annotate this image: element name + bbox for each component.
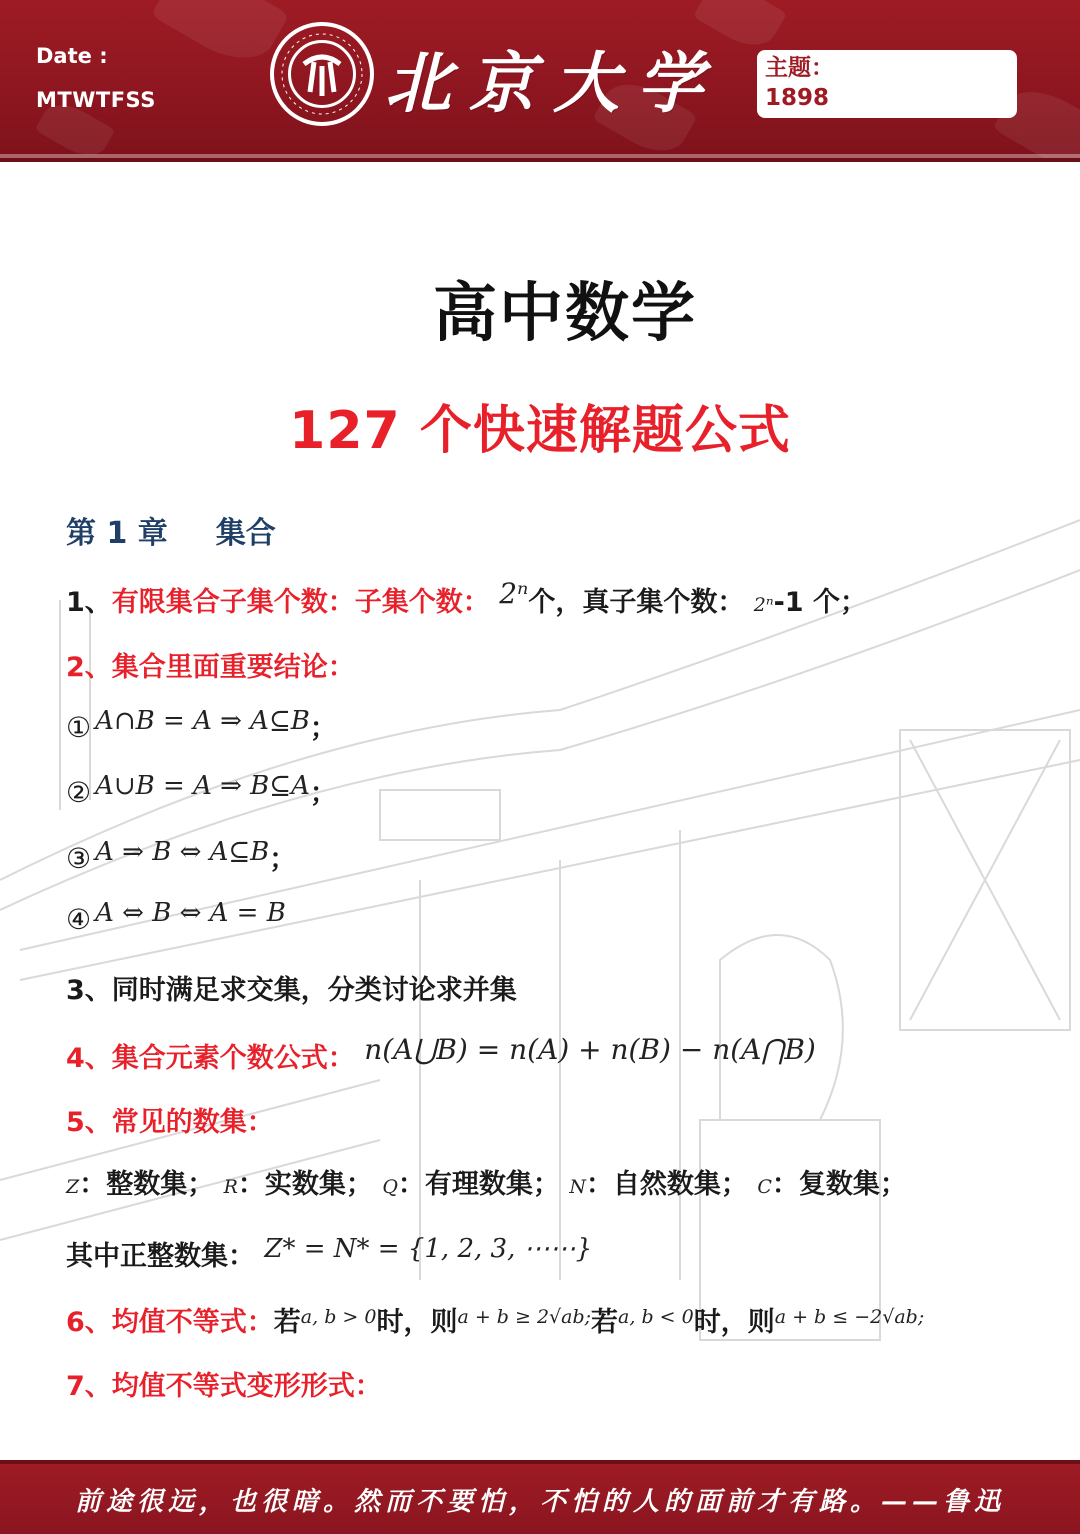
item-1-text-1: 个，真子集个数：: [528, 587, 745, 618]
item-4-formula: n(A⋃B) = n(A) + n(B) − n(A⋂B): [364, 1033, 816, 1066]
set-symbol-reals: R: [223, 1176, 238, 1198]
positive-integers-expr: Z* = N* = {1, 2, 3, ⋯⋯}: [264, 1234, 593, 1264]
item-5-label: 5、常见的数集：: [66, 1107, 274, 1138]
item-1: [66, 577, 867, 619]
item-6-label: 6、均值不等式：: [66, 1307, 274, 1338]
conclusion-4-expr: A ⇔ B ⇔ A = B: [95, 898, 286, 928]
positive-integers-line: [66, 1234, 592, 1273]
footer-banner: [0, 1460, 1080, 1534]
conclusion-1-end: ；: [309, 713, 337, 744]
conclusion-2-end: ；: [309, 778, 337, 809]
conclusion-2: [66, 771, 337, 810]
chapter-name: 集合: [215, 516, 276, 551]
item-1-subset-count: 2ⁿ: [499, 577, 529, 610]
set-name-reals: ：实数集；: [237, 1169, 373, 1200]
document-subtitle: 127 个快速解题公式: [289, 401, 791, 461]
item-6-condition-2: a, b < 0: [618, 1306, 694, 1328]
header-banner: [0, 0, 1080, 162]
item-4: [66, 1033, 816, 1075]
positive-integers-label: 其中正整数集：: [66, 1241, 255, 1272]
weekday-code: MTWTFSS: [36, 88, 156, 112]
date-block: [36, 44, 156, 112]
conclusion-3-marker: ③: [66, 842, 92, 875]
set-name-naturals: ：自然数集；: [585, 1169, 748, 1200]
item-1-label: 有限集合子集个数：子集个数：: [111, 587, 490, 618]
conclusion-2-marker: ②: [66, 776, 92, 809]
item-2-label: 2、集合里面重要结论：: [66, 652, 355, 683]
topic-label: 主题：: [765, 55, 834, 81]
chapter-number: 第 1 章: [66, 516, 168, 551]
footer-quote: 前途很远，也很暗。然而不要怕，不怕的人的面前才有路。——鲁迅: [74, 1486, 1005, 1517]
item-7-label: 7、均值不等式变形形式：: [66, 1371, 382, 1402]
conclusion-1: [66, 706, 337, 745]
conclusion-3: [66, 837, 296, 876]
item-3: 3、同时满足求交集，分类讨论求并集: [66, 975, 517, 1006]
item-6-text-4: 时，则: [693, 1307, 775, 1338]
set-symbol-naturals: N: [569, 1176, 586, 1198]
chapter-heading: [66, 508, 276, 552]
date-label: Date :: [36, 44, 108, 68]
university-name: 北京大学: [385, 44, 721, 122]
set-symbol-complex: C: [757, 1176, 772, 1198]
item-1-proper-subset-count: 2ⁿ: [753, 594, 774, 616]
item-6-text-1: 若: [273, 1307, 301, 1338]
item-1-text-2: -1 个；: [773, 587, 867, 618]
item-1-number: 1、: [66, 587, 112, 618]
item-4-label: 4、集合元素个数公式：: [66, 1043, 355, 1074]
conclusion-1-expr: A∩B = A ⇒ A⊆B: [95, 706, 310, 736]
conclusion-2-expr: A∪B = A ⇒ B⊆A: [95, 771, 310, 801]
set-name-rationals: ：有理数集；: [397, 1169, 560, 1200]
document-title: 高中数学: [433, 277, 697, 351]
conclusion-4: [66, 898, 286, 936]
item-6: [66, 1300, 924, 1339]
item-6-condition-1: a, b > 0: [300, 1306, 377, 1328]
item-6-text-2: 时，则: [376, 1307, 458, 1338]
conclusion-1-marker: ①: [66, 711, 92, 744]
item-6-result-2: a + b ≤ −2√ab;: [774, 1306, 925, 1328]
gate-sketch-background: [0, 480, 1080, 1430]
conclusion-3-expr: A ⇒ B ⇔ A⊆B: [95, 837, 270, 867]
conclusion-4-marker: ④: [66, 903, 92, 936]
set-symbol-integers: Z: [66, 1176, 80, 1198]
item-6-result-1: a + b ≥ 2√ab;: [457, 1306, 592, 1328]
university-seal-icon: [270, 22, 374, 126]
item-6-text-3: 若: [591, 1307, 619, 1338]
number-sets-line: [66, 1162, 907, 1201]
set-symbol-rationals: Q: [382, 1176, 398, 1198]
set-name-complex: ：复数集；: [771, 1169, 907, 1200]
topic-box: [757, 50, 1017, 118]
topic-value: 1898: [765, 85, 830, 111]
conclusion-3-end: ；: [269, 844, 297, 875]
set-name-integers: ：整数集；: [79, 1169, 215, 1200]
